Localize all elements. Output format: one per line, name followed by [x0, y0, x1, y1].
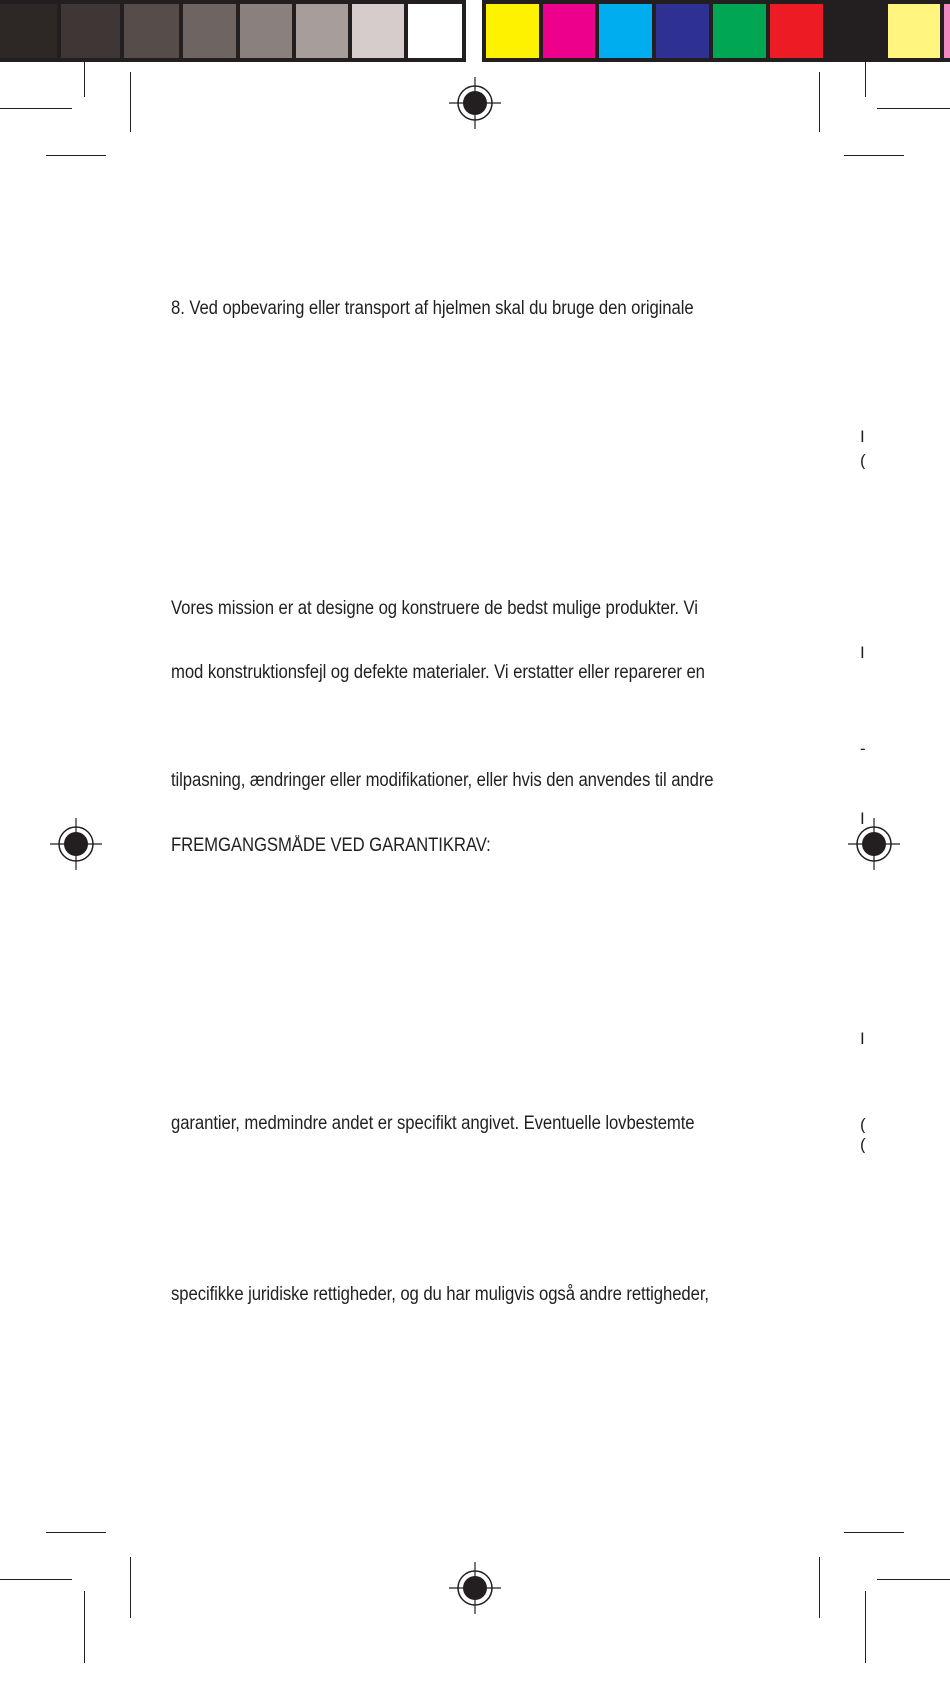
crop-mark	[46, 155, 106, 156]
registration-mark	[846, 816, 902, 872]
text-line: Vores mission er at designe og konstruere de bedst mulige produkter. Vi	[171, 598, 698, 619]
crop-mark	[0, 1579, 72, 1580]
edge-text-fragment: (	[860, 1136, 866, 1153]
color-swatch	[940, 0, 950, 62]
crop-mark	[0, 108, 72, 109]
color-swatch	[539, 0, 601, 62]
crop-mark	[130, 72, 131, 132]
color-swatch	[236, 0, 298, 62]
edge-text-fragment: I	[860, 644, 865, 661]
color-swatch	[292, 0, 354, 62]
color-swatch	[120, 0, 187, 62]
color-swatch	[348, 0, 410, 62]
crop-mark	[877, 1579, 950, 1580]
text-line: mod konstruktionsfejl og defekte materialer. Vi erstatter eller reparerer en	[171, 662, 705, 683]
edge-text-fragment: (	[860, 1116, 866, 1133]
text-line: 8. Ved opbevaring eller transport af hjelmen skal du bruge den originale	[171, 298, 694, 319]
crop-mark	[130, 1557, 131, 1618]
color-swatch	[179, 0, 242, 62]
registration-mark	[447, 75, 503, 131]
crop-mark	[46, 1532, 106, 1533]
text-line: specifikke juridiske rettigheder, og du har muligvis også andre rettigheder,	[171, 1284, 709, 1305]
color-swatch	[482, 0, 545, 62]
color-swatch	[0, 0, 61, 62]
edge-text-fragment: (	[860, 452, 866, 469]
crop-mark	[84, 62, 85, 97]
color-swatch	[884, 0, 946, 62]
crop-mark	[819, 1557, 820, 1618]
edge-text-fragment: I	[860, 1030, 865, 1047]
edge-text-fragment: -	[860, 740, 866, 757]
registration-mark	[447, 1560, 503, 1616]
color-calibration-bar	[0, 0, 950, 62]
color-swatch	[766, 0, 829, 62]
crop-mark	[865, 62, 866, 97]
text-line: FREMGANGSMÅDE VED GARANTIKRAV:	[171, 835, 491, 856]
color-swatch	[57, 0, 124, 62]
registration-mark	[48, 816, 104, 872]
crop-mark	[819, 72, 820, 132]
text-line: garantier, medmindre andet er specifikt angivet. Eventuelle lovbestemte	[171, 1113, 695, 1134]
crop-mark	[84, 1591, 85, 1663]
crop-mark	[865, 1591, 866, 1663]
edge-text-fragment: I	[860, 428, 865, 445]
color-swatch	[709, 0, 772, 62]
color-swatch	[595, 0, 658, 62]
color-swatch	[404, 0, 466, 62]
color-swatch	[823, 0, 890, 62]
crop-mark	[877, 108, 950, 109]
edge-text-fragment: I	[860, 810, 865, 827]
crop-mark	[844, 155, 904, 156]
color-swatch	[652, 0, 715, 62]
text-line: tilpasning, ændringer eller modifikationer, eller hvis den anvendes til andre	[171, 770, 714, 791]
crop-mark	[844, 1532, 904, 1533]
